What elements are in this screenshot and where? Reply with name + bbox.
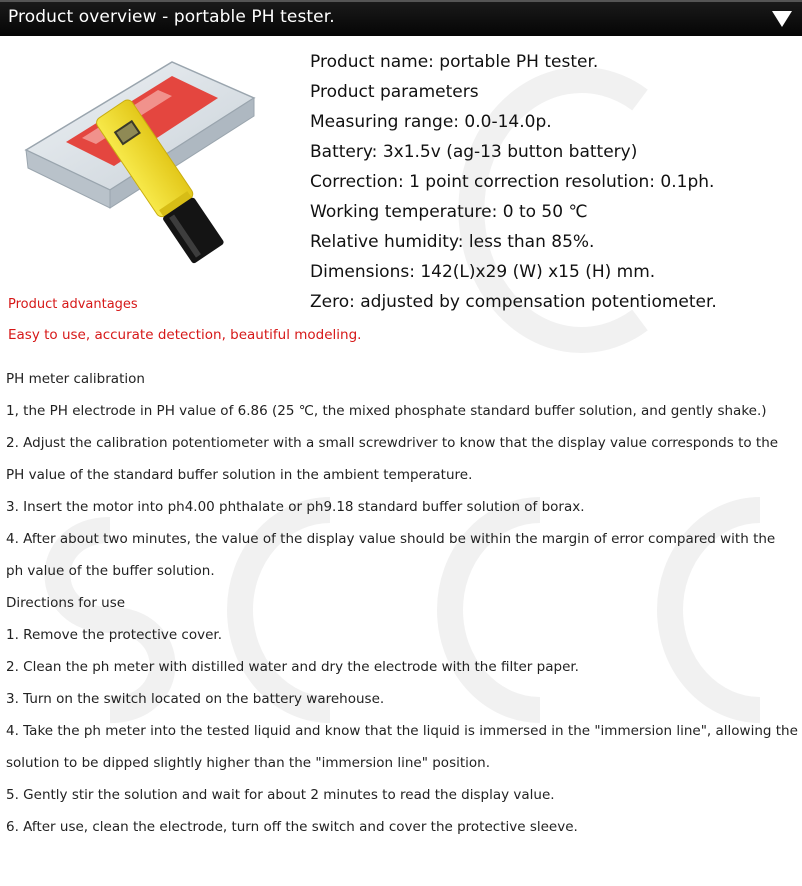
directions-step-6: 6. After use, clean the electrode, turn off the switch and cover the protective sleeve. (6, 819, 578, 835)
calibration-step-2-cont: PH value of the standard buffer solution in the ambient temperature. (6, 467, 473, 483)
directions-step-5: 5. Gently stir the solution and wait for about 2 minutes to read the display value. (6, 787, 555, 803)
section-header (0, 0, 802, 36)
spec-measuring-range: Measuring range: 0.0-14.0p. (310, 112, 552, 132)
calibration-heading: PH meter calibration (6, 371, 145, 387)
calibration-step-4-cont: ph value of the buffer solution. (6, 563, 215, 579)
product-image (22, 58, 280, 286)
calibration-step-1: 1, the PH electrode in PH value of 6.86 (25 ℃, the mixed phosphate standard buffer solution, and gently shake.) (6, 403, 767, 419)
calibration-step-3: 3. Insert the motor into ph4.00 phthalate or ph9.18 standard buffer solution of borax. (6, 499, 585, 515)
chevron-down-icon[interactable] (772, 11, 792, 27)
directions-step-1: 1. Remove the protective cover. (6, 627, 223, 643)
spec-product-name: Product name: portable PH tester. (310, 52, 599, 72)
section-title: Product overview - portable PH tester. (8, 7, 335, 27)
directions-step-3: 3. Turn on the switch located on the battery warehouse. (6, 691, 385, 707)
directions-step-2: 2. Clean the ph meter with distilled water and dry the electrode with the filter paper. (6, 659, 579, 675)
calibration-step-2: 2. Adjust the calibration potentiometer with a small screwdriver to know that the display value corresponds to the (6, 435, 779, 451)
directions-step-4: 4. Take the ph meter into the tested liquid and know that the liquid is immersed in the "immersion line", allowing the (6, 723, 798, 739)
spec-relative-humidity: Relative humidity: less than 85%. (310, 232, 595, 252)
spec-battery: Battery: 3x1.5v (ag-13 button battery) (310, 142, 638, 162)
directions-step-4-cont: solution to be dipped slightly higher than the "immersion line" position. (6, 755, 491, 771)
calibration-step-4: 4. After about two minutes, the value of the display value should be within the margin of error compared with the (6, 531, 776, 547)
spec-parameters-heading: Product parameters (310, 82, 479, 102)
instructions-text (6, 363, 796, 843)
directions-heading: Directions for use (6, 595, 126, 611)
spec-zero: Zero: adjusted by compensation potentiometer. (310, 292, 717, 312)
spec-list (310, 47, 717, 317)
advantages-label: Product advantages (8, 297, 138, 312)
spec-working-temperature: Working temperature: 0 to 50 ℃ (310, 202, 588, 222)
spec-dimensions: Dimensions: 142(L)x29 (W) x15 (H) mm. (310, 262, 656, 282)
spec-correction: Correction: 1 point correction resolution: 0.1ph. (310, 172, 715, 192)
advantages-text: Easy to use, accurate detection, beautiful modeling. (8, 327, 362, 343)
